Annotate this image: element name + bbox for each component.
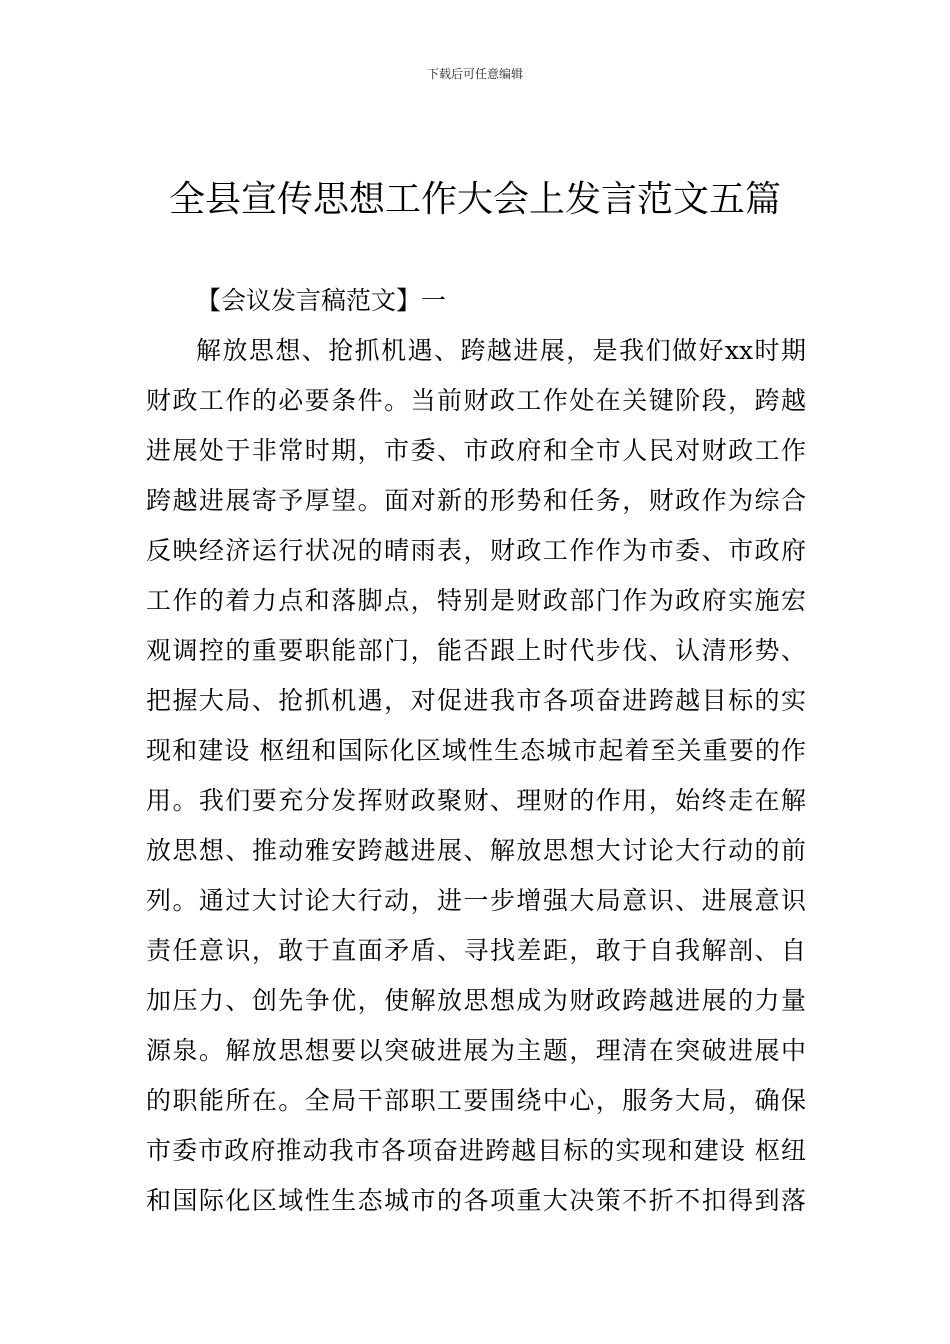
page-header-note: 下载后可任意编辑 [426,67,523,81]
document-body [146,276,806,1226]
paragraph-line: 列。通过大讨论大行动，进一步增强大局意识、进展意识 [146,886,806,915]
paragraph-line: 观调控的重要职能部门，能否跟上时代步伐、认清形势、 [146,636,806,665]
paragraph-line: 解放思想、抢抓机遇、跨越进展，是我们做好xx时期 [196,336,806,365]
paragraph-line: 放思想、推动雅安跨越进展、解放思想大讨论大行动的前 [146,836,806,865]
section-heading: 【会议发言稿范文】一 [196,286,447,315]
paragraph-line: 责任意识，敢于直面矛盾、寻找差距，敢于自我解剖、自 [146,936,806,965]
paragraph-line: 的职能所在。全局干部职工要围绕中心，服务大局，确保 [146,1086,806,1115]
paragraph-line: 现和建设 枢纽和国际化区域性生态城市起着至关重要的作 [146,736,806,765]
paragraph-line: 财政工作的必要条件。当前财政工作处在关键阶段，跨越 [146,386,806,415]
paragraph-line: 反映经济运行状况的晴雨表，财政工作作为市委、市政府 [146,536,806,565]
paragraph-line: 工作的着力点和落脚点，特别是财政部门作为政府实施宏 [146,586,806,615]
paragraph-line: 市委市政府推动我市各项奋进跨越目标的实现和建设 枢纽 [146,1136,806,1165]
paragraph-line: 跨越进展寄予厚望。面对新的形势和任务，财政作为综合 [146,486,806,515]
paragraph-line: 和国际化区域性生态城市的各项重大决策不折不扣得到落 [146,1186,806,1215]
paragraph-line: 进展处于非常时期，市委、市政府和全市人民对财政工作 [146,436,806,465]
document-title: 全县宣传思想工作大会上发言范文五篇 [168,179,781,220]
paragraph-line: 加压力、创先争优，使解放思想成为财政跨越进展的力量 [146,986,806,1015]
paragraph-line: 源泉。解放思想要以突破进展为主题，理清在突破进展中 [146,1036,806,1065]
paragraph-line: 把握大局、抢抓机遇，对促进我市各项奋进跨越目标的实 [146,686,806,715]
paragraph-line: 用。我们要充分发挥财政聚财、理财的作用，始终走在解 [146,786,806,815]
